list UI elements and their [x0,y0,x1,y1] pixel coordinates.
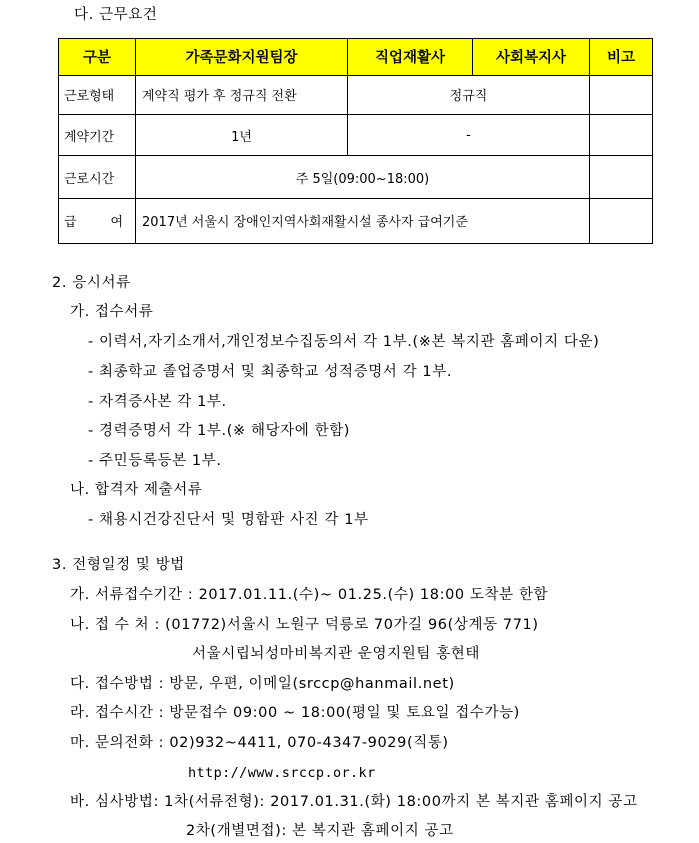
table-cell: 계약직 평가 후 정규직 전환 [136,75,348,115]
table-cell: 1년 [136,115,348,156]
table-row [59,156,653,199]
table-row [59,75,653,115]
table-header-row [59,39,653,76]
schedule-line: 서울시립뇌성마비복지관 운영지원팀 홍현태 [192,646,480,662]
table-cell: 2017년 서울시 장애인지역사회재활시설 종사자 급여기준 [136,198,590,243]
table-header-cell: 직업재활사 [348,39,473,76]
schedule-line: 가. 서류접수기간 : 2017.01.11.(수)~ 01.25.(수) 18:00 도착분 한함 [70,587,549,603]
list-item: - 이력서,자기소개서,개인정보수집동의서 각 1부.(※본 복지관 홈페이지 다운) [88,334,600,350]
table-cell: - [348,115,590,156]
row-label: 근로형태 [59,75,136,115]
subsection-title: 가. 접수서류 [70,304,154,320]
work-conditions-table [58,38,653,244]
row-label-part: 여 [110,215,123,231]
table-row [59,198,653,243]
schedule-line: 마. 문의전화 : 02)932~4411, 070-4347-9029(직통) [70,735,449,751]
row-label-part: 급 [64,215,77,231]
table-header-cell: 가족문화지원팀장 [136,39,348,76]
table-cell: 주 5일(09:00~18:00) [136,156,590,199]
table-header-cell: 비고 [590,39,653,76]
list-item: - 채용시건강진단서 및 명함판 사진 각 1부 [88,512,369,528]
list-item: - 자격증사본 각 1부. [88,394,227,410]
subsection-title: 나. 합격자 제출서류 [70,482,203,498]
note-cell [590,198,653,243]
table-row [59,115,653,156]
note-cell [590,75,653,115]
section-title-work-conditions: 다. 근무요건 [74,7,158,23]
schedule-line: 2차(개별면접): 본 복지관 홈페이지 공고 [186,823,454,839]
row-label: 계약기간 [59,115,136,156]
website-url[interactable]: http://www.srccp.or.kr [188,765,376,781]
note-cell [590,156,653,199]
row-label: 근로시간 [59,156,136,199]
table-cell: 정규직 [348,75,590,115]
table-header-cell: 구분 [59,39,136,76]
schedule-line: 다. 접수방법 : 방문, 우편, 이메일(srccp@hanmail.net) [70,676,455,692]
list-item: - 경력증명서 각 1부.(※ 해당자에 한함) [88,423,351,439]
note-cell [590,115,653,156]
schedule-line: 나. 접 수 처 : (01772)서울시 노원구 덕릉로 70가길 96(상계동 771) [70,617,539,633]
section-title-schedule: 3. 전형일정 및 방법 [52,557,185,573]
schedule-line: 바. 심사방법: 1차(서류전형): 2017.01.31.(화) 18:00까지 본 복지관 홈페이지 공고 [70,794,638,810]
row-label [59,198,136,243]
list-item: - 최종학교 졸업증명서 및 최종학교 성적증명서 각 1부. [88,364,453,380]
table-header-cell: 사회복지사 [473,39,590,76]
list-item: - 주민등록등본 1부. [88,453,222,469]
schedule-line: 라. 접수시간 : 방문접수 09:00 ~ 18:00(평일 및 토요일 접수가능) [70,705,520,721]
section-title-documents: 2. 응시서류 [52,275,131,291]
